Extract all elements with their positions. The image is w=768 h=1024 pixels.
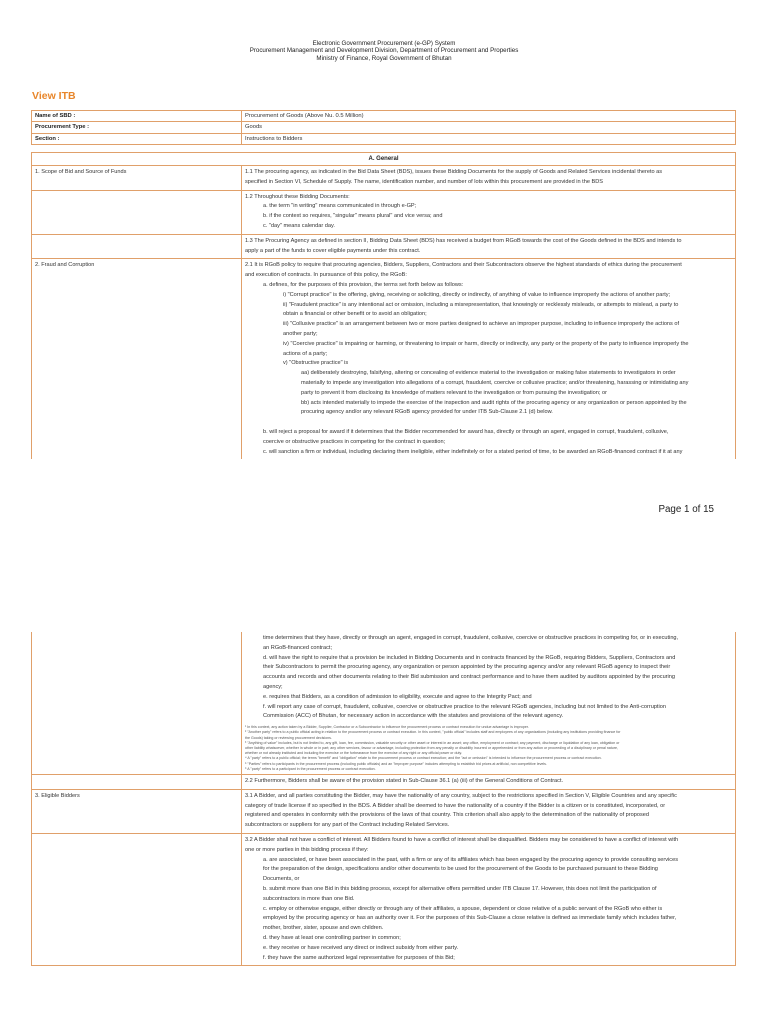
info-value: Procurement of Goods (Above Nu. 0.5 Million) bbox=[242, 111, 736, 122]
clause-line: 1.2 Throughout these Bidding Documents: bbox=[245, 193, 350, 200]
clause-line: category of trade license if so specified in the BDS. A Bidder shall be deemed to have the nationality of a country if the Bidder is a citizen or is constituted, incorporated, or bbox=[245, 802, 666, 809]
clause-line: specified in Section VI, Schedule of Supply. The name, identification number, and number of lots within this procurement are provided in the BDS bbox=[245, 178, 603, 185]
footnote: the Goods) taking or reviewing procurement decisions. bbox=[245, 735, 332, 740]
clause-row bbox=[32, 191, 735, 235]
clause-line bbox=[245, 418, 732, 428]
clause-heading bbox=[32, 775, 242, 789]
page-break bbox=[0, 524, 768, 632]
clause-text bbox=[242, 775, 735, 789]
footnote: ⁴ A "party" refers to a public official; the terms "benefit" and "obligation" relate to the procurement process or contract execution; and the "act or omission" is intended to influence the procurement process or contract execution. bbox=[245, 756, 602, 761]
info-label: Section : bbox=[32, 133, 242, 144]
clause-row bbox=[32, 259, 735, 459]
clause-text bbox=[242, 632, 735, 774]
footnote: ⁶ A "party" refers to a participant in the procurement process or contract execution. bbox=[245, 766, 376, 771]
info-label: Name of SBD : bbox=[32, 111, 242, 122]
footnote: whether or not already instituted and including the exercise or the forbearance from the exercise of any right or any official power or duty. bbox=[245, 751, 463, 756]
document-header bbox=[0, 40, 768, 62]
clause-line: d. will have the right to require that a provision be included in Bidding Documents and in contracts financed by the RGoB, requiring Bidders, Suppliers, Contractors and bbox=[263, 654, 676, 661]
header-ministry: Ministry of Finance, Royal Government of Bhutan bbox=[316, 54, 452, 62]
page-title: View ITB bbox=[32, 90, 76, 102]
clause-line: e. requires that Bidders, as a condition of admission to eligibility, execute and agree to the Integrity Pact; and bbox=[263, 693, 532, 700]
clause-line: i) "Corrupt practice" is the offering, giving, receiving or soliciting, directly or indirectly, of anything of value to influence improperly the actions of another party; bbox=[283, 291, 671, 298]
clause-line: an RGoB-financed contract; bbox=[263, 644, 333, 651]
header-system-name: Electronic Government Procurement (e-GP) System bbox=[312, 40, 456, 47]
clause-line: c. will sanction a firm or individual, including declaring them ineligible, either indefinitely or for a stated period of time, to be awarded an RGoB-financed contract if it at any bbox=[263, 448, 683, 455]
clause-line: ii) "Fraudulent practice" is any intentional act or omission, including a misrepresentation, that knowingly or recklessly misleads, or attempts to mislead, a party to bbox=[283, 301, 679, 308]
sbd-info-table bbox=[31, 110, 736, 145]
clause-line: apply a part of the funds to cover eligible payments under this contract. bbox=[245, 247, 421, 254]
clause-text bbox=[242, 166, 735, 190]
clause-line: accounts and records and other documents relating to their Bid submission and contract performance and to have them audited by auditors appointed by the procuring bbox=[263, 674, 676, 681]
footnote: ³ "Anything of value" includes, but is not limited to, any gift, loan, fee, commission, valuable security or other asset or interest in an asset; any office, employment or contract; any payment, discharge or liquidation of any loan, obligation or bbox=[245, 740, 620, 745]
clause-line: d. they have at least one controlling partner in common; bbox=[263, 934, 401, 941]
clause-line: 2.2 Furthermore, Bidders shall be aware of the provision stated in Sub-Clause 36.1 (a) (iii) of the General Conditions of Contract. bbox=[245, 778, 564, 784]
clause-text bbox=[242, 259, 735, 459]
clause-line: another party; bbox=[283, 330, 318, 337]
clause-text bbox=[242, 834, 735, 965]
clause-line: and execution of contracts. In pursuance of this policy, the RGoB: bbox=[245, 272, 407, 279]
clause-line: a. are associated, or have been associated in the past, with a firm or any of its affiliates which has been engaged by the procuring agency to provide consulting services bbox=[263, 856, 679, 863]
clause-line: actions of a party; bbox=[283, 350, 328, 357]
clause-line: 3.2 A Bidder shall not have a conflict of interest. All Bidders found to have a conflict of interest shall be disqualified. Bidders may be considered to have a conflict of interest with bbox=[245, 836, 679, 843]
clause-line: party to prevent it from disclosing its knowledge of matters relevant to the investigation or from pursuing the investigation; or bbox=[301, 389, 607, 396]
footnote: ⁵ "Parties" refers to participants in the procurement process (including public officials) and an "improper purpose" includes attempting to establish bid prices at artificial, non competitive levels. bbox=[245, 761, 547, 766]
clause-line: agency; bbox=[263, 683, 283, 690]
clause-line: f. will report any case of corrupt, fraudulent, collusive, coercive or obstructive practice to the relevant RGoB agencies, including but not limited to the Anti-corruption bbox=[263, 703, 666, 710]
header-division: Procurement Management and Development Division, Department of Procurement and Properties bbox=[249, 47, 519, 55]
clause-line: a. the term "in writing" means communicated in through e-GP; bbox=[263, 203, 417, 210]
info-row bbox=[32, 133, 736, 144]
clause-line: iv) "Coercive practice" is impairing or harming, or threatening to impair or harm, directly or indirectly, any party or the property of the party to influence improperly the bbox=[283, 340, 689, 347]
clause-line: iii) "Collusive practice" is an arrangement between two or more parties designed to achieve an improper purpose, including to influence improperly the actions of bbox=[283, 321, 680, 328]
clause-line: 1.3 The Procuring Agency as defined in section II, Bidding Data Sheet (BDS) has received a budget from RGoB towards the cost of the Goods defined in the BDS and intends to bbox=[245, 237, 682, 244]
footnote: ¹ In this context, any action taken by a Bidder, Supplier, Contractor or a Subcontractor to influence the procurement process or contract execution for undue advantage is improper. bbox=[245, 725, 529, 730]
clause-line: their Subcontractors to permit the procuring agency, any organization or person appointed by the procuring agency and/or any relevant RGoB agency to inspect their bbox=[263, 664, 671, 671]
clause-text bbox=[242, 790, 735, 833]
clause-line: procuring agency and/or any relevant RGoB agency provided for under ITB Sub-Clause 2.1 (d) below. bbox=[301, 409, 553, 416]
clause-line: bb) acts intended materially to impede the exercise of the inspection and audit rights of the procuring agency or any organization or person appointed by the bbox=[301, 399, 687, 406]
clause-line: subcontractors in more than one Bid. bbox=[263, 895, 355, 902]
clause-line: 3.1 A Bidder, and all parties constituting the Bidder, may have the nationality of any country, subject to the restrictions specified in Section V, Eligible Countries and any specific bbox=[245, 792, 677, 799]
info-row bbox=[32, 111, 736, 122]
itb-clauses-table bbox=[31, 152, 736, 459]
clause-line: time determines that they have, directly or through an agent, engaged in corrupt, fraudulent, collusive, coercive or obstructive practices in competing for, or in executing, bbox=[263, 635, 679, 641]
page-number: Page 1 of 15 bbox=[658, 504, 714, 515]
info-value: Goods bbox=[242, 122, 736, 133]
clause-line: f. they have the same authorized legal representative for purposes of this Bid; bbox=[263, 954, 455, 961]
clause-line: registered and operates in conformity with the provisions of the laws of that country. This criterion shall also apply to the determination of the nationality of proposed bbox=[245, 812, 650, 819]
document-page-2 bbox=[0, 632, 768, 1024]
clause-row bbox=[32, 834, 735, 965]
clause-heading: 2. Fraud and Corruption bbox=[32, 259, 242, 459]
clause-line: b. if the context so requires, "singular" means plural" and vice versa; and bbox=[263, 213, 443, 220]
clause-line: 2.1 It is RGoB policy to require that procuring agencies, Bidders, Suppliers, Contractors and their Subcontractors observe the highest standards of ethics during the procurement bbox=[245, 262, 682, 269]
clause-line: c. employ or otherwise engage, either directly or through any of their affiliates, a spouse, dependent or close relative of a public servant of the RGoB who either is bbox=[263, 905, 663, 912]
clause-heading: 1. Scope of Bid and Source of Funds bbox=[32, 166, 242, 190]
info-label: Procurement Type : bbox=[32, 122, 242, 133]
clause-line: materially to impede any investigation into allegations of a corrupt, fraudulent, coercive or collusive practice; and/or threatening, harassing or intimidating any bbox=[301, 379, 689, 386]
clause-line: employed by the procuring agency or has an authority over it. For the purposes of this Sub-Clause a close relative is defined as immediate family which includes father, bbox=[263, 915, 677, 922]
footnotes bbox=[245, 725, 732, 772]
clause-line: coercive or obstructive practices in competing for the contract in question; bbox=[263, 438, 446, 445]
clause-line: v) "Obstructive practice" is bbox=[283, 360, 349, 367]
clause-line: subcontractors or suppliers for any part of the Contract including Related Services. bbox=[245, 822, 450, 829]
clause-line: for the preparation of the design, specifications and/or other documents to be used for the procurement of the Goods to be purchased pursuant to these Bidding bbox=[263, 866, 658, 873]
clause-line: mother, brother, sister, spouse and own children. bbox=[263, 925, 384, 932]
clause-text bbox=[242, 191, 735, 234]
clause-heading: 3. Eligible Bidders bbox=[32, 790, 242, 833]
info-value: Instructions to Bidders bbox=[242, 133, 736, 144]
clause-text bbox=[242, 235, 735, 259]
clause-line: obtain a financial or other benefit or to avoid an obligation; bbox=[283, 311, 427, 318]
footnote: ² "Another party" refers to a public official acting in relation to the procurement process or contract execution. In this context, "public official" includes staff and employees of any organizations (including any institutions providing finance for bbox=[245, 730, 621, 735]
clause-row bbox=[32, 166, 735, 191]
clause-row bbox=[32, 775, 735, 790]
clause-line: Documents, or bbox=[263, 876, 300, 883]
clause-heading bbox=[32, 632, 242, 774]
clause-line: Commission (ACC) of Bhutan, for necessary action in accordance with the statutes and provisions of the relevant agency. bbox=[263, 713, 564, 720]
clause-row bbox=[32, 235, 735, 260]
clause-heading bbox=[32, 191, 242, 234]
clause-heading bbox=[32, 235, 242, 259]
clause-row bbox=[32, 632, 735, 775]
info-row bbox=[32, 122, 736, 133]
clause-line: a. defines, for the purposes of this provision, the terms set forth below as follows: bbox=[263, 281, 464, 288]
clause-line: 1.1 The procuring agency, as indicated in the Bid Data Sheet (BDS), issues these Bidding Documents for the supply of Goods and Related Services incidental thereto as bbox=[245, 169, 663, 175]
footnote: other liability whatsoever, whether in whole or in part; any other services, favour or advantage, including protection from any penalty or disability incurred or apprehended or from any action or proceeding of a disciplinary or penal nature, bbox=[245, 745, 618, 750]
clause-heading bbox=[32, 834, 242, 965]
itb-clauses-table-continued bbox=[31, 632, 736, 966]
clause-row bbox=[32, 790, 735, 834]
clause-line: c. "day" means calendar day. bbox=[263, 222, 335, 229]
clause-line: aa) deliberately destroying, falsifying, altering or concealing of evidence material to the investigation or making false statements to investigators in order bbox=[301, 370, 676, 377]
clause-line: b. will reject a proposal for award if it determines that the Bidder recommended for award has, directly or through an agent, engaged in corrupt, fraudulent, collusive, bbox=[263, 428, 669, 435]
clause-line: one or more parties in this bidding process if they: bbox=[245, 846, 369, 853]
clause-line: e. they receive or have received any direct or indirect subsidy from either party. bbox=[263, 944, 459, 951]
clause-line: b. submit more than one Bid in this bidding process, except for alternative offers permitted under ITB Clause 17. However, this does not limit the participation of bbox=[263, 885, 657, 892]
section-title: A. General bbox=[32, 153, 735, 166]
